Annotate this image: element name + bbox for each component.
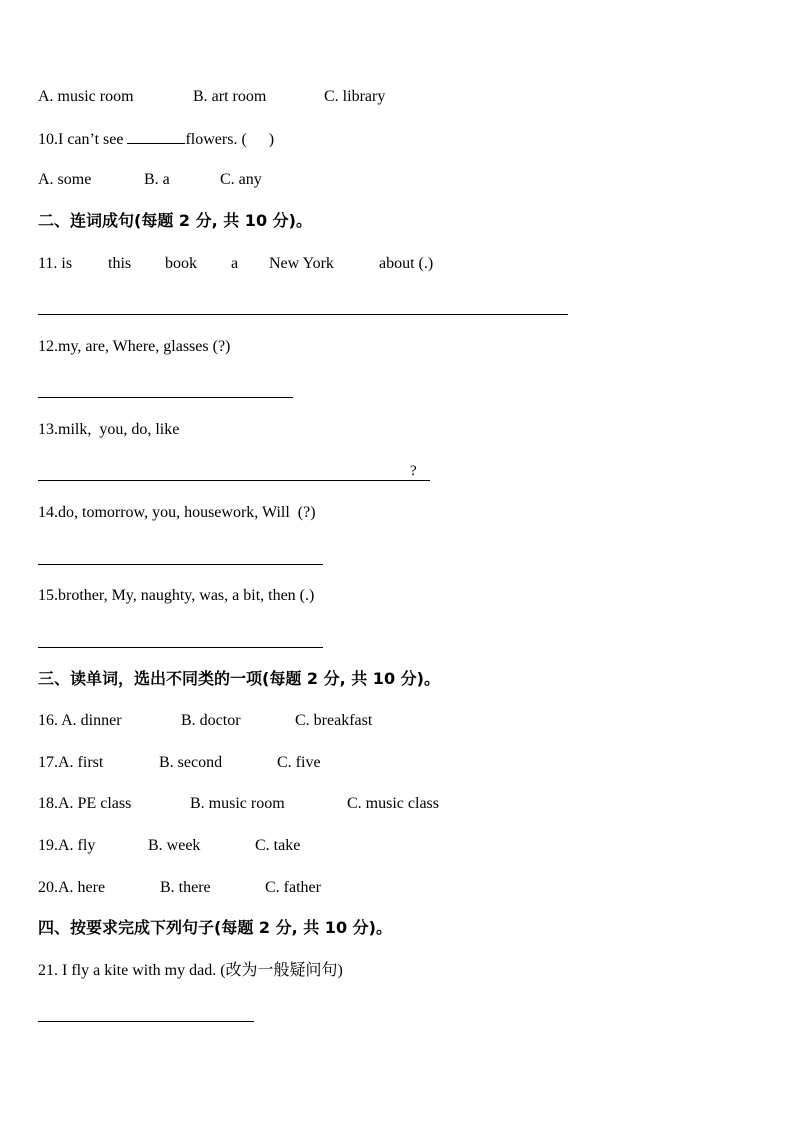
q15-answer-line[interactable] xyxy=(38,647,323,648)
q10-option-c: C. any xyxy=(220,171,262,188)
q11-word-1: this xyxy=(108,255,132,272)
q10-close: ) xyxy=(268,131,275,148)
q9-option-c: C. library xyxy=(324,88,386,105)
q17-option-a: 17.A. first xyxy=(38,754,104,771)
q11-word-4: New York xyxy=(269,255,334,272)
q16-option-c: C. breakfast xyxy=(295,712,373,729)
q19-option-b: B. week xyxy=(148,837,201,854)
q21-answer-line[interactable] xyxy=(38,1021,254,1022)
q10-option-b: B. a xyxy=(144,171,170,188)
q21-question: 21. I fly a kite with my dad. (改为一般疑问句) xyxy=(38,962,343,979)
q19-option-a: 19.A. fly xyxy=(38,837,96,854)
q16-option-b: B. doctor xyxy=(181,712,241,729)
q12-answer-line[interactable] xyxy=(38,397,293,398)
q9-option-a: A. music room xyxy=(38,88,134,105)
q13-answer-line[interactable] xyxy=(38,480,430,481)
q11-num: 11. is xyxy=(38,255,73,272)
q11-word-2: book xyxy=(165,255,197,272)
q18-option-c: C. music class xyxy=(347,795,439,812)
q10-option-a: A. some xyxy=(38,171,92,188)
q11-word-5: about (.) xyxy=(379,255,434,272)
q14-question: 14.do, tomorrow, you, housework, Will (?) xyxy=(38,504,316,521)
q9-option-b: B. art room xyxy=(193,88,267,105)
q13-question: 13.milk, you, do, like xyxy=(38,421,180,438)
q10-prefix: 10.I can’t see xyxy=(38,131,124,148)
q19-option-c: C. take xyxy=(255,837,301,854)
q20-option-a: 20.A. here xyxy=(38,879,106,896)
q15-question: 15.brother, My, naughty, was, a bit, then (.) xyxy=(38,587,315,604)
q11-word-3: a xyxy=(231,255,239,272)
q12-question: 12.my, are, Where, glasses (?) xyxy=(38,338,231,355)
q16-option-a: 16. A. dinner xyxy=(38,712,122,729)
q20-option-c: C. father xyxy=(265,879,321,896)
section-2-heading: 二、连词成句(每题 2 分, 共 10 分)。 xyxy=(38,211,312,230)
q10-question xyxy=(38,129,274,150)
q14-answer-line[interactable] xyxy=(38,564,323,565)
q18-option-a: 18.A. PE class xyxy=(38,795,132,812)
q10-blank[interactable] xyxy=(127,129,185,144)
q13-question-mark: ? xyxy=(410,463,417,479)
section-3-heading: 三、读单词，选出不同类的一项(每题 2 分, 共 10 分)。 xyxy=(38,669,440,688)
q17-option-c: C. five xyxy=(277,754,321,771)
q10-suffix: flowers. ( xyxy=(185,131,247,148)
q18-option-b: B. music room xyxy=(190,795,285,812)
q11-answer-line[interactable] xyxy=(38,314,568,315)
q17-option-b: B. second xyxy=(159,754,223,771)
section-4-heading: 四、按要求完成下列句子(每题 2 分, 共 10 分)。 xyxy=(38,918,392,937)
q20-option-b: B. there xyxy=(160,879,211,896)
